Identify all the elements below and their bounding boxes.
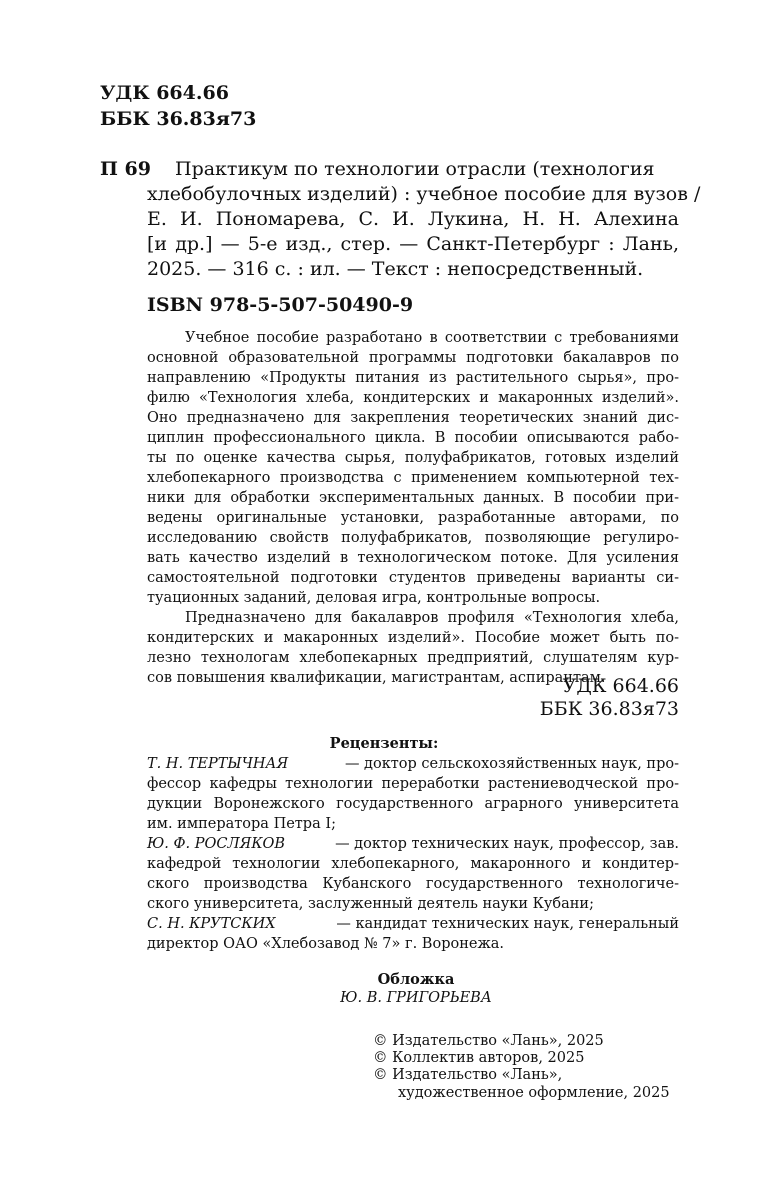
annotation-line: ники для обработки экспериментальных данных. В пособии при- (147, 490, 679, 506)
reviewer-2-text: — доктор технических наук, профессор, зав. (335, 836, 679, 852)
header-bbk: ББК 36.83я73 (100, 108, 257, 130)
reviewer-1-text: дукции Воронежского государственного аграрного университета (147, 796, 679, 812)
reviewer-2-first-line (147, 837, 679, 852)
annotation-line: Оно предназначено для закрепления теоретических знаний дис- (147, 410, 679, 426)
copyright-line: © Издательство «Лань», 2025 (373, 1033, 604, 1049)
reviewer-2-text: ского производства Кубанского государственного технологиче- (147, 876, 679, 892)
entry-title-line: хлебобулочных изделий) : учебное пособие для вузов / (147, 183, 701, 205)
reviewer-2-name: Ю. Ф. РОСЛЯКОВ (147, 836, 286, 852)
copyright-line: художественное оформление, 2025 (398, 1085, 670, 1101)
entry-title-line: Практикум по технологии отрасли (технология (175, 158, 655, 180)
reviewer-1-first-line (147, 757, 679, 772)
reviewer-3-text: — кандидат технических наук, генеральный (336, 916, 679, 932)
entry-title-line: Е. И. Пономарева, С. И. Лукина, Н. Н. Алехина (147, 208, 679, 230)
reviewer-3-first-line (147, 917, 679, 932)
annotation-line: ведены оригинальные установки, разработанные авторами, по (147, 510, 679, 526)
annotation-line: Предназначено для бакалавров профиля «Технология хлеба, (185, 610, 679, 626)
annotation-line: филю «Технология хлеба, кондитерских и макаронных изделий». (147, 390, 679, 406)
annotation-line: основной образовательной программы подготовки бакалавров по (147, 350, 679, 366)
reviewer-1-name: Т. Н. ТЕРТЫЧНАЯ (147, 756, 289, 772)
classification-udk: УДК 664.66 (562, 675, 679, 697)
annotation-line: исследованию свойств полуфабрикатов, позволяющие регулиро- (147, 530, 679, 546)
copyright-line: © Издательство «Лань», (373, 1067, 563, 1083)
cover-heading: Обложка (377, 971, 455, 988)
isbn: ISBN 978-5-507-50490-9 (147, 294, 414, 316)
reviewer-2-text: кафедрой технологии хлебопекарного, макаронного и кондитер- (147, 856, 679, 872)
entry-title-line: 2025. — 316 с. : ил. — Текст : непосредственный. (147, 258, 644, 280)
annotation-line: направлению «Продукты питания из растительного сырья», про- (147, 370, 679, 386)
classification-bbk: ББК 36.83я73 (539, 698, 679, 720)
annotation-line: хлебопекарного производства с применением компьютерной тех- (147, 470, 679, 486)
reviewer-1-text: фессор кафедры технологии переработки растениеводческой про- (147, 776, 679, 792)
header-udk: УДК 664.66 (100, 82, 229, 104)
copyright-line: © Коллектив авторов, 2025 (373, 1050, 585, 1066)
annotation-line: самостоятельной подготовки студентов приведены варианты си- (147, 570, 679, 586)
annotation-line: сов повышения квалификации, магистрантам, аспирантам. (147, 670, 606, 686)
annotation-line: кондитерских и макаронных изделий». Пособие может быть по- (147, 630, 679, 646)
annotation-line: Учебное пособие разработано в соответствии с требованиями (185, 330, 679, 346)
annotation-line: циплин профессионального цикла. В пособии описываются рабо- (147, 430, 679, 446)
annotation-line: лезно технологам хлебопекарных предприятий, слушателям кур- (147, 650, 679, 666)
entry-title-line: [и др.] — 5-е изд., стер. — Санкт-Петербург : Лань, (147, 233, 679, 255)
reviewer-1-text: — доктор сельскохозяйственных наук, про- (344, 756, 679, 772)
entry-code: П 69 (100, 158, 151, 180)
reviewer-2-text: ского университета, заслуженный деятель науки Кубани; (147, 896, 594, 912)
reviewer-3-name: С. Н. КРУТСКИХ (147, 916, 276, 932)
annotation-line: ты по оценке качества сырья, полуфабрикатов, готовых изделий (147, 450, 679, 466)
annotation-line: вать качество изделий в технологическом потоке. Для усиления (147, 550, 679, 566)
reviewer-1-text: им. императора Петра I; (147, 816, 336, 832)
reviewers-heading: Рецензенты: (329, 735, 439, 752)
annotation-line: туационных заданий, деловая игра, контрольные вопросы. (147, 590, 601, 606)
cover-artist: Ю. В. ГРИГОРЬЕВА (340, 990, 492, 1006)
reviewer-3-text: директор ОАО «Хлебозавод № 7» г. Воронежа. (147, 936, 505, 952)
